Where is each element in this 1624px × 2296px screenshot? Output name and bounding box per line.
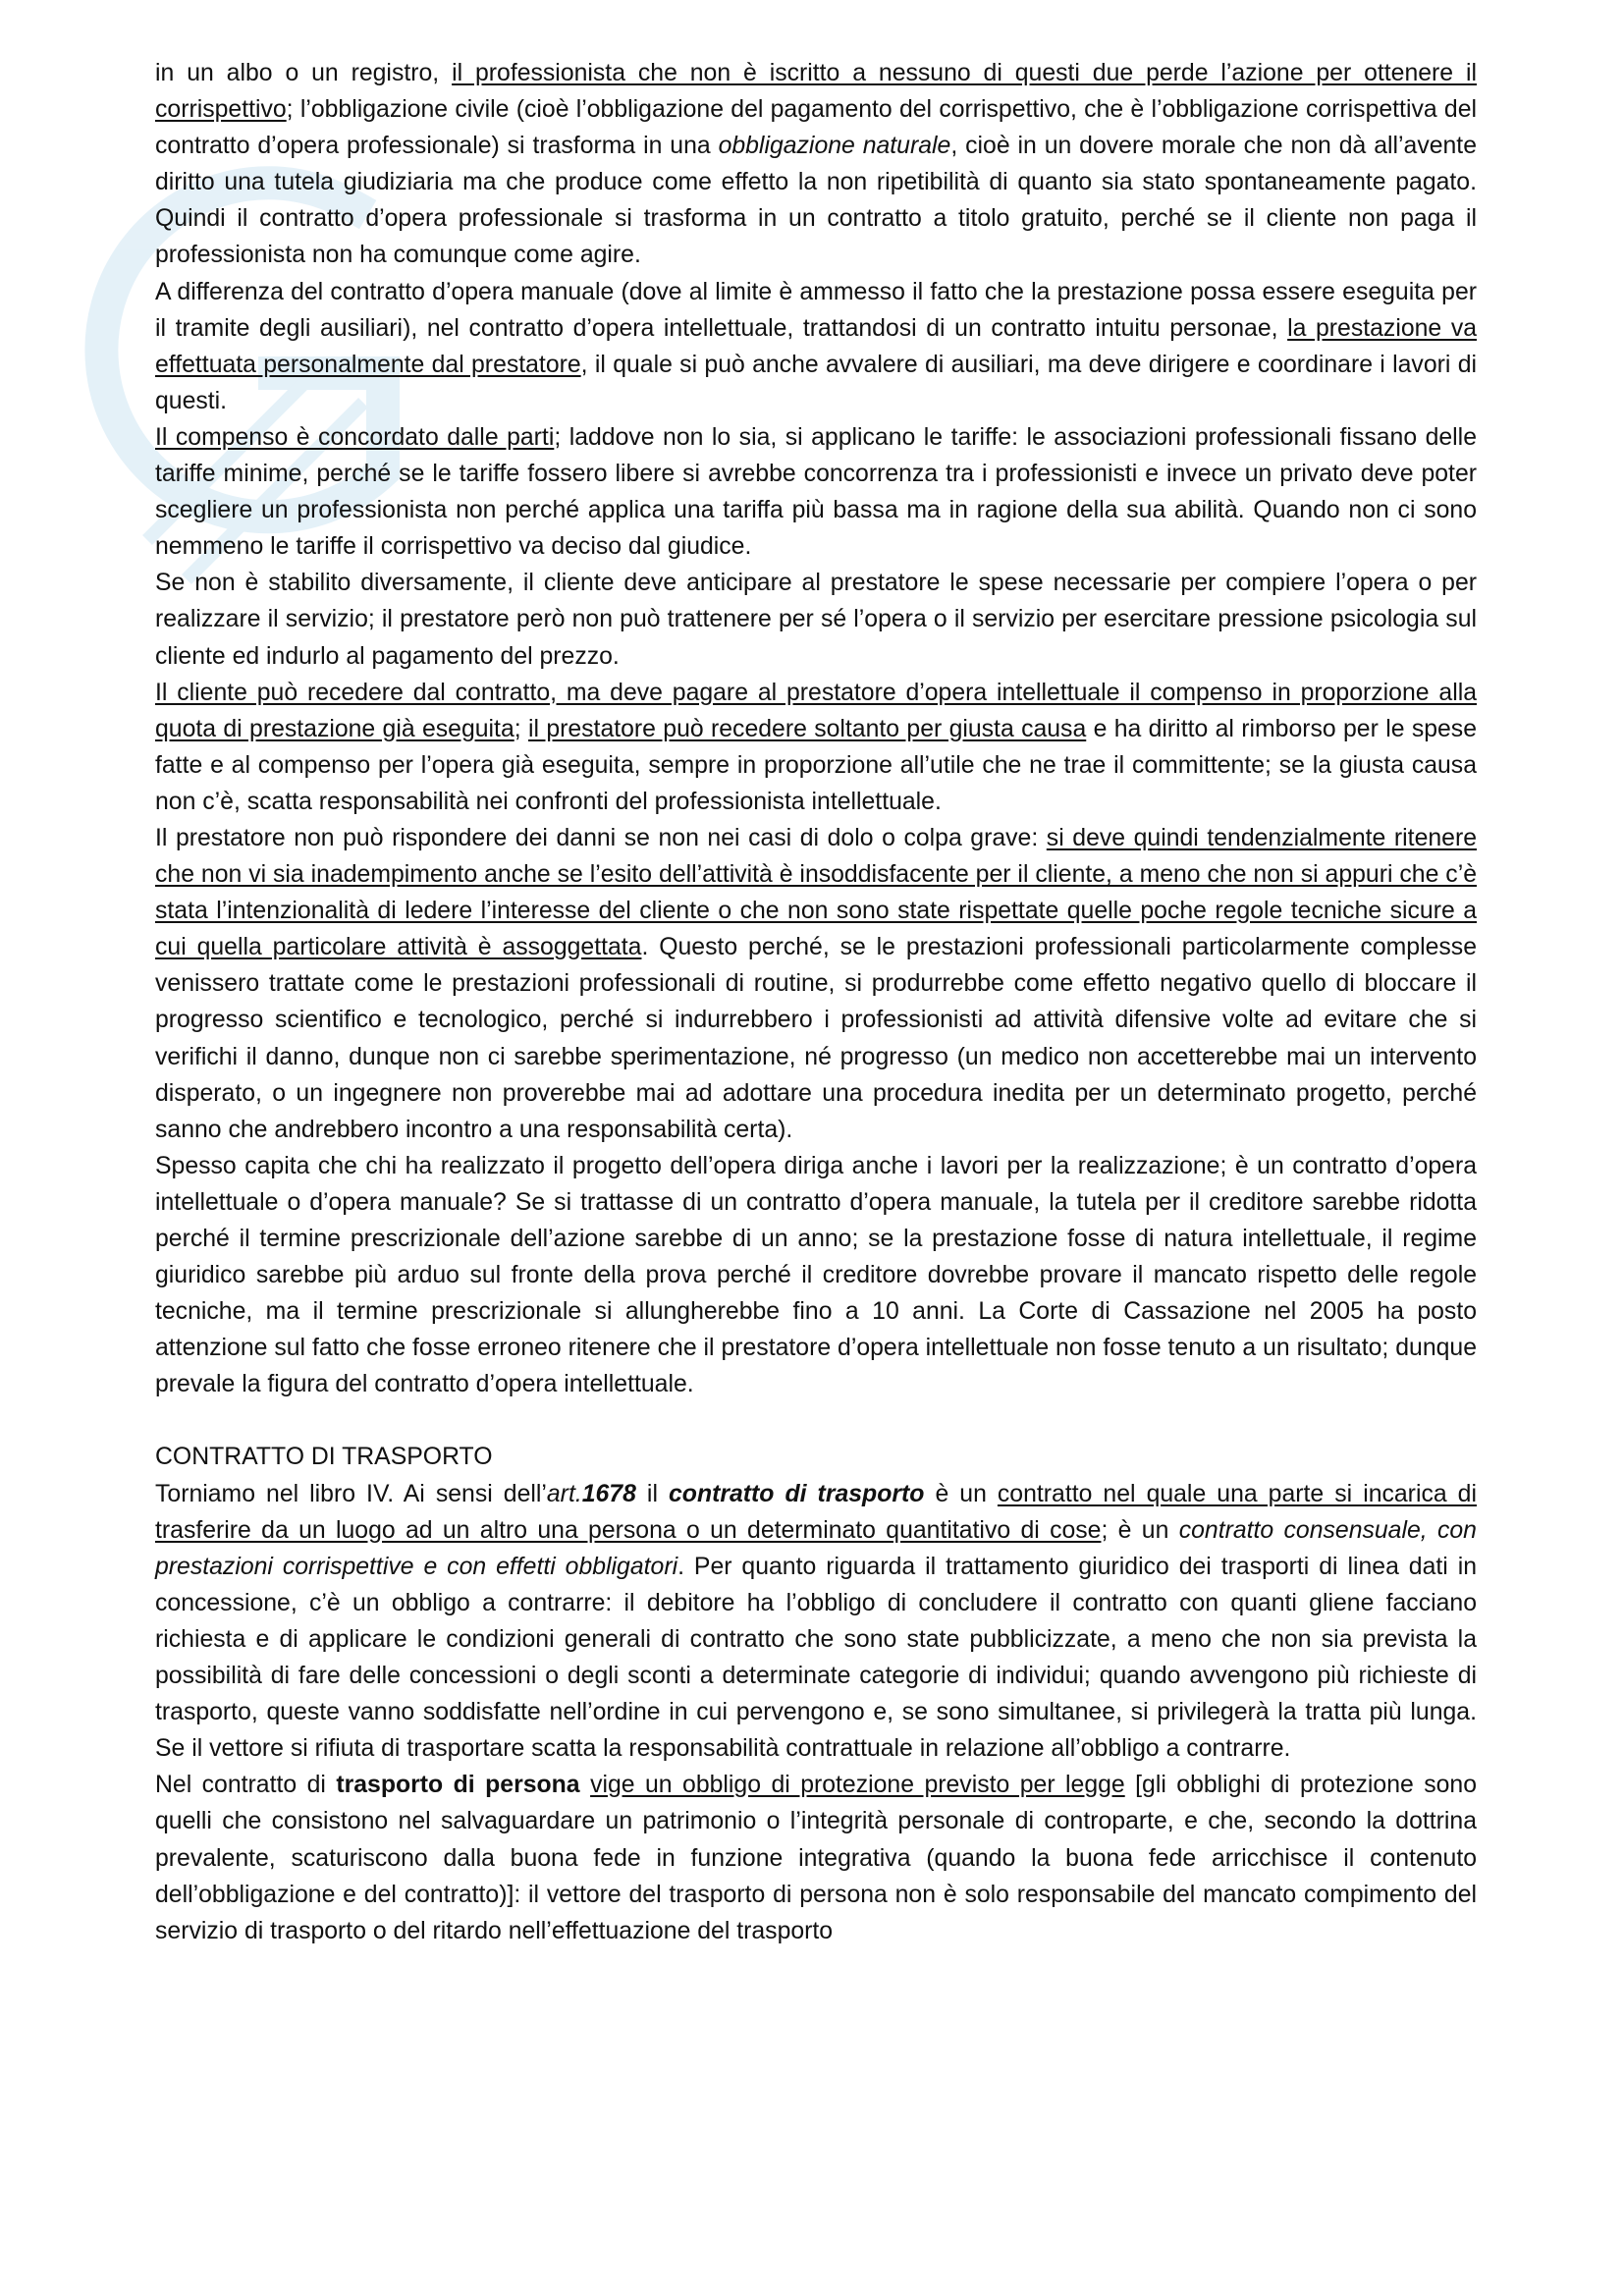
text-run: [gli obblighi di protezione sono quelli che consistono nel salvaguardare un patrimonio o l’integrità personale di controparte, e che, secondo la dottrina prevalente, scaturiscono dalla buona fede in funzione integrativa (quando la buona fede arricchisce il contenuto dell’obbligazione e del contratto)]: il vettore del trasporto di persona non è solo responsabile del mancato compimento del servizio di trasporto o del ritardo nell’effettuazione del trasporto xyxy=(155,1772,1478,1944)
document-body xyxy=(155,55,1477,1949)
underlined-text: il professionista che non è iscritto a nessuno di questi due perde l’azione per ottenere il corrispettivo xyxy=(155,60,1478,124)
text-run: in un albo o un registro, xyxy=(155,60,453,86)
paragraph xyxy=(155,675,1477,820)
text-run: , il quale si può anche avvalere di ausiliari, ma deve dirigere e coordinare i lavori di questi. xyxy=(155,351,1477,414)
paragraph xyxy=(155,1476,1477,1768)
text-run: Il prestatore non può rispondere dei danni se non nei casi di dolo o colpa grave: xyxy=(155,824,1047,851)
paragraph xyxy=(155,820,1477,1148)
text-run: Nel contratto di xyxy=(155,1772,337,1799)
underlined-text: il prestatore può recedere soltanto per giusta causa xyxy=(527,715,1087,742)
text-run xyxy=(580,1772,590,1798)
paragraph xyxy=(155,419,1477,565)
underlined-text: vige un obbligo di protezione previsto per legge xyxy=(590,1772,1125,1799)
text-run: Torniamo nel libro IV. Ai sensi dell’ xyxy=(155,1480,547,1507)
text-run: , cioè in un dovere morale che non dà all’avente diritto una tutela giudiziaria ma che produce come effetto la non ripetibilità di quanto sia stato spontaneamente pagato. Quindi il contratto d’opera professionale si trasforma in un contratto a titolo gratuito, perché se il cliente non paga il professionista non ha comunque come agire. xyxy=(155,133,1477,269)
text-run: è un xyxy=(924,1480,998,1507)
text-run: ; laddove non lo sia, si applicano le tariffe: le associazioni professionali fissano delle tariffe minime, perché se le tariffe fossero libere si avrebbe concorrenza tra i professionisti e invece un privato deve poter scegliere un professionista non perché applica una tariffa più bassa ma in ragione della sua abilità. Quando non ci sono nemmeno le tariffe il corrispettivo va deciso dal giudice. xyxy=(155,423,1477,561)
text-run: . Questo perché, se le prestazioni professionali particolarmente complesse venissero trattate come le prestazioni professionali di routine, si produrrebbe come effetto negativo quello di bloccare il progresso scientifico e tecnologico, perché si indurrebbero i professionisti ad attività difensive volte ad evitare che si verifichi il danno, dunque non ci sarebbe sperimentazione, né progresso (un medico non accetterebbe mai un intervento disperato, o un ingegnere non proverebbe mai ad adottare una procedura inedita per un determinato progetto, perché sanno che andrebbero incontro a una responsabilità certa). xyxy=(155,934,1477,1143)
paragraph xyxy=(155,565,1477,674)
paragraph xyxy=(155,274,1477,419)
italic-text: art. xyxy=(546,1480,582,1507)
paragraph xyxy=(155,1148,1477,1403)
text-run: CONTRATTO DI TRASPORTO xyxy=(155,1444,493,1471)
text-run: ; è un xyxy=(1101,1516,1179,1544)
bold-text: contratto di trasporto xyxy=(669,1480,925,1507)
paragraph xyxy=(155,1767,1477,1948)
bold-text: trasporto di persona xyxy=(336,1772,580,1799)
bold-text: 1678 xyxy=(581,1480,636,1507)
text-run: Se non è stabilito diversamente, il cliente deve anticipare al prestatore le spese necessarie per compiere l’opera o per realizzare il servizio; il prestatore però non può trattenere per sé l’opera o il servizio per esercitare pressione psicologia sul cliente ed indurlo al pagamento del prezzo. xyxy=(155,570,1477,670)
text-run: e ha diritto al rimborso per le spese fatte e al compenso per l’opera già eseguita, sempre in proporzione all’utile che ne trae il committente; se la giusta causa non c’è, scatta responsabilità nei confronti del professionista intellettuale. xyxy=(155,715,1477,815)
underlined-text: si deve quindi tendenzialmente ritenere che non vi sia inadempimento anche se l’esito dell’attività è insoddisfacente per il cliente, a meno che non si appuri che c’è stata l’intenzionalità di ledere l’interesse del cliente o che non sono state rispettate quelle poche regole tecniche sicure a cui quella particolare attività è assoggettata xyxy=(155,824,1477,961)
paragraph xyxy=(155,55,1477,274)
underlined-text: la prestazione va effettuata personalmente dal prestatore xyxy=(155,314,1478,378)
italic-text: contratto consensuale, con prestazioni corrispettive e con effetti obbligatori xyxy=(155,1516,1477,1580)
underlined-text: Il compenso è concordato dalle parti xyxy=(155,423,555,451)
underlined-text: contratto nel quale una parte si incarica di trasferire da un luogo ad un altro una persona o un determinato quantitativo di cose xyxy=(155,1480,1477,1544)
text-run: ; xyxy=(514,715,528,742)
text-run: il xyxy=(635,1480,669,1507)
text-run: . Per quanto riguarda il trattamento giuridico dei trasporti di linea dati in concessione, c’è un obbligo a contrarre: il debitore ha l’obbligo di concludere il contratto con quanti gliene facciano richiesta e di applicare le condizioni generali di contratto che sono state pubblicizzate, a meno che non sia prevista la possibilità di fare delle concessioni o degli sconti a determinate categorie di individui; quando avvengono più richieste di trasporto, queste vanno soddisfatte nell’ordine in cui pervengono e, se sono simultanee, si privilegerà la tratta più lunga. Se il vettore si rifiuta di trasportare scatta la responsabilità contrattuale in relazione all’obbligo a contrarre. xyxy=(155,1553,1477,1763)
underlined-text: Il cliente può recedere dal contratto, ma deve pagare al prestatore d’opera intellettuale il compenso in proporzione alla quota di prestazione già eseguita xyxy=(155,679,1477,742)
italic-text: obbligazione naturale xyxy=(718,133,951,160)
text-run: Spesso capita che chi ha realizzato il progetto dell’opera diriga anche i lavori per la realizzazione; è un contratto d’opera intellettuale o d’opera manuale? Se si trattasse di un contratto d’opera manuale, la tutela per il creditore sarebbe ridotta perché il termine prescrizionale dell’azione sarebbe di un anno; se la prestazione fosse di natura intellettuale, il regime giuridico sarebbe più arduo sul fronte della prova perché il creditore dovrebbe provare il mancato rispetto delle regole tecniche, ma il termine prescrizionale si allungherebbe fino a 10 anni. La Corte di Cassazione nel 2005 ha posto attenzione sul fatto che fosse erroneo ritenere che il prestatore d’opera intellettuale non fosse tenuto a un risultato; dunque prevale la figura del contratto d’opera intellettuale. xyxy=(155,1152,1477,1398)
text-run: A differenza del contratto d’opera manuale (dove al limite è ammesso il fatto che la prestazione possa essere eseguita per il tramite degli ausiliari), nel contratto d’opera intellettuale, trattandosi di un contratto intuitu personae, xyxy=(155,278,1477,342)
text-run: ; l’obbligazione civile (cioè l’obbligazione del pagamento del corrispettivo, che è l’obbligazione corrispettiva del contratto d’opera professionale) si trasforma in una xyxy=(155,96,1477,160)
paragraph xyxy=(155,1439,1477,1475)
